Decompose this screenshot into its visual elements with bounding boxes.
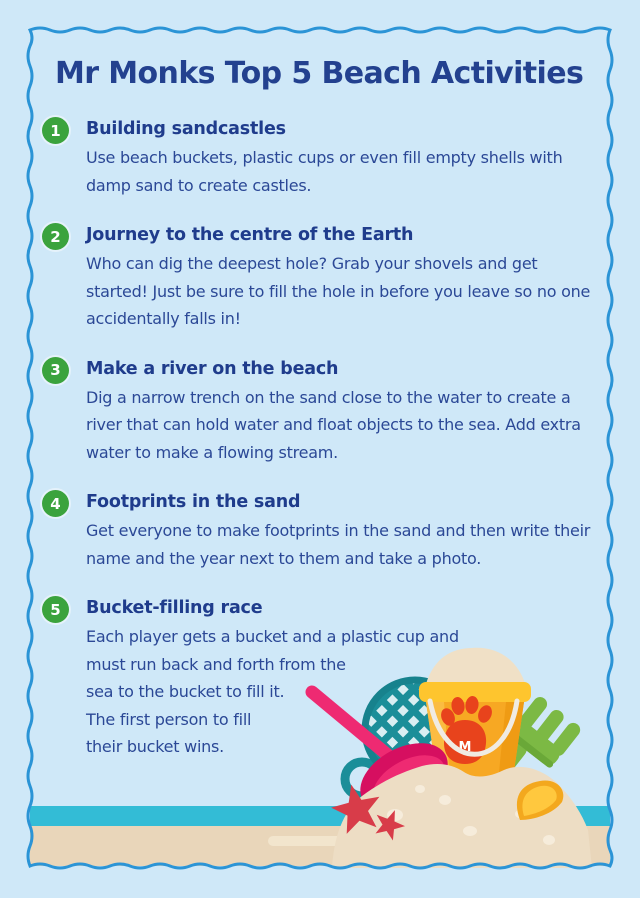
item-body: Use beach buckets, plastic cups or even fill empty shells with damp sand to create castles. [86, 148, 563, 195]
bucket-letter: M [458, 740, 472, 755]
activities-list [42, 118, 598, 761]
item-heading: Building sandcastles [86, 119, 286, 139]
item-number-badge: 4 [42, 490, 69, 517]
item-number-badge: 3 [42, 357, 69, 384]
list-item [42, 224, 598, 333]
poster-content [42, 56, 598, 786]
item-heading: Journey to the centre of the Earth [86, 225, 414, 245]
list-item [42, 358, 598, 467]
item-number-badge: 2 [42, 223, 69, 250]
item-body-text: Each player gets a bucket and a plastic cup and must run back and forth from the sea to the bucket to fill it. The first person to fill their bucket wins. [86, 627, 459, 756]
item-number-badge: 1 [42, 117, 69, 144]
item-heading: Make a river on the beach [86, 358, 339, 379]
list-item [42, 597, 598, 761]
list-item [42, 118, 598, 199]
item-body: Dig a narrow trench on the sand close to the water to create a river that can hold water and float objects to the sea. Add extra water to make a flowing stream. [86, 387, 581, 462]
item-heading: Bucket-filling race [86, 598, 263, 618]
item-body: Who can dig the deepest hole? Grab your shovels and get started! Just be sure to fill the hole in before you leave so no one accidentally falls in! [86, 254, 591, 328]
list-item [42, 491, 598, 572]
page-title: Mr Monks Top 5 Beach Activities [55, 56, 584, 91]
item-body [86, 623, 594, 761]
item-body: Get everyone to make footprints in the sand and then write their name and the year next to them and take a photo. [86, 521, 591, 568]
item-heading: Footprints in the sand [86, 492, 301, 512]
item-number-badge: 5 [42, 596, 69, 623]
